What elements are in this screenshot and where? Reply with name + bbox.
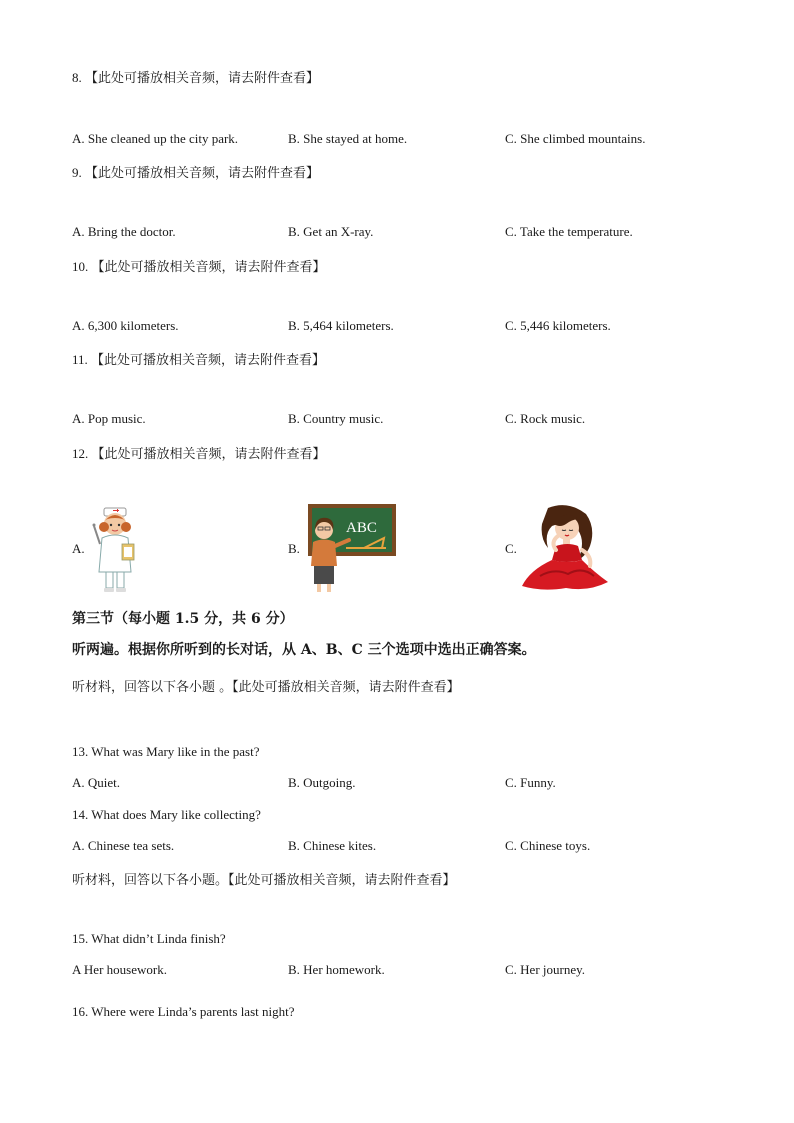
section-title: 第三节（每小题 1.5 分，共 6 分）	[72, 611, 294, 627]
nurse-picture	[88, 504, 142, 594]
question-number: 12.	[72, 446, 89, 461]
option-c: C. 5,446 kilometers.	[505, 318, 611, 333]
audio-note: 【此处可播放相关音频，请去附件查看】	[91, 447, 326, 462]
option-b: B.	[288, 541, 300, 556]
option-c: C. Rock music.	[505, 411, 586, 426]
option-a: A. She cleaned up the city park.	[72, 131, 239, 146]
option-a: A. Quiet.	[72, 775, 121, 790]
question-16-stem: 16. Where were Linda’s parents last night?	[72, 1004, 295, 1019]
question-number: 8.	[72, 70, 82, 85]
question-14-stem: 14. What does Mary like collecting?	[72, 807, 261, 822]
option-c: C. Take the temperature.	[505, 224, 633, 239]
option-c: C. Chinese toys.	[505, 838, 591, 853]
option-c: C.	[505, 541, 517, 556]
audio-note: 【此处可播放相关音频，请去附件查看】	[232, 680, 460, 695]
question-number: 9.	[72, 165, 82, 180]
lead-text: 听材料，回答以下各小题。	[72, 873, 229, 888]
option-b: B. Get an X-ray.	[288, 224, 374, 239]
option-c: C. She climbed mountains.	[505, 131, 646, 146]
option-b: B. Outgoing.	[288, 775, 356, 790]
listening-lead-2	[72, 869, 456, 888]
singer-picture	[520, 502, 612, 594]
option-a: A. Chinese tea sets.	[72, 838, 175, 853]
question-15-stem: 15. What didn’t Linda finish?	[72, 931, 226, 946]
audio-note: 【此处可播放相关音频，请去附件查看】	[85, 166, 320, 181]
option-b: B. Her homework.	[288, 962, 385, 977]
option-b: B. 5,464 kilometers.	[288, 318, 394, 333]
question-11	[72, 349, 325, 368]
option-a: A.	[72, 541, 85, 556]
option-b: B. She stayed at home.	[288, 131, 408, 146]
question-8	[72, 67, 319, 86]
question-10	[72, 256, 326, 275]
question-13-stem: 13. What was Mary like in the past?	[72, 744, 260, 759]
audio-note: 【此处可播放相关音频，请去附件查看】	[85, 71, 320, 86]
listening-lead-1	[72, 676, 460, 695]
question-number: 10.	[72, 259, 89, 274]
option-a: A. Bring the doctor.	[72, 224, 176, 239]
option-c: C. Funny.	[505, 775, 556, 790]
section-instruction: 听两遍。根据你所听到的长对话，从 A、B、C 三个选项中选出正确答案。	[72, 642, 536, 658]
option-b: B. Country music.	[288, 411, 384, 426]
option-a: A. 6,300 kilometers.	[72, 318, 179, 333]
option-a: A Her housework.	[72, 962, 167, 977]
option-b: B. Chinese kites.	[288, 838, 377, 853]
board-text: ABC	[346, 520, 377, 536]
audio-note: 【此处可播放相关音频，请去附件查看】	[91, 260, 326, 275]
option-a: A. Pop music.	[72, 411, 146, 426]
question-number: 11.	[72, 352, 88, 367]
audio-note: 【此处可播放相关音频，请去附件查看】	[228, 873, 456, 888]
question-12	[72, 443, 326, 462]
lead-text: 听材料，回答以下各小题 。	[72, 680, 233, 695]
question-9	[72, 162, 319, 181]
teacher-picture	[306, 502, 398, 594]
option-c: C. Her journey.	[505, 962, 586, 977]
audio-note: 【此处可播放相关音频，请去附件查看】	[91, 353, 326, 368]
